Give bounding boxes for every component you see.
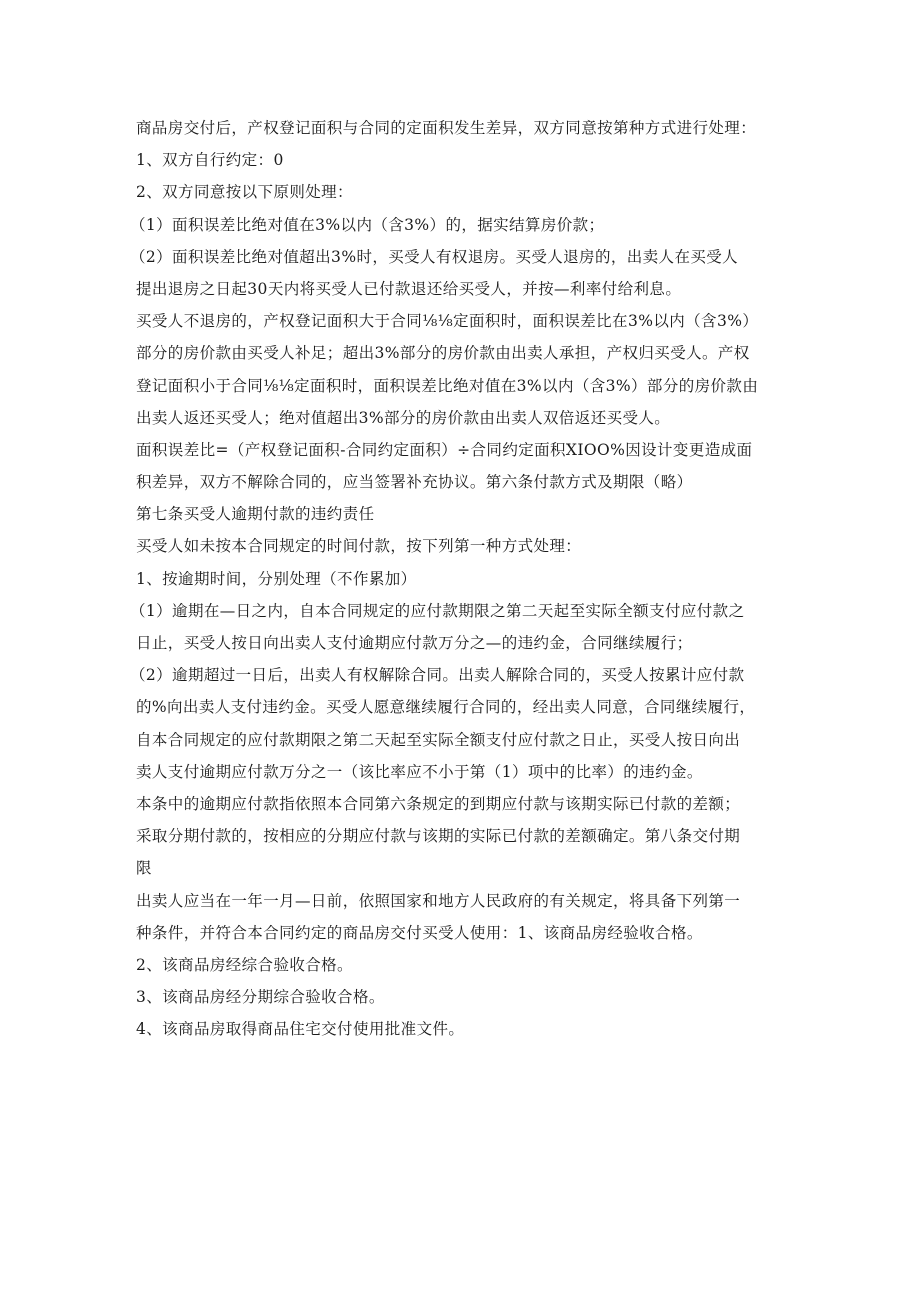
text-line: 积差异，双方不解除合同的，应当签署补充协议。第六条付款方式及期限（略） — [136, 473, 693, 492]
document-body — [130, 112, 792, 1045]
text-line: 1、按逾期时间，分别处理（不作累加） — [136, 569, 417, 588]
text-line: 买受人不退房的，产权登记面积大于合同⅛⅛定面积时，面积误差比在3%以内（含3%） — [136, 312, 759, 331]
text-line: 限 — [136, 859, 152, 878]
text-line: 买受人如未按本合同规定的时间付款，按下列第一种方式处理： — [136, 537, 582, 556]
text-line: 登记面积小于合同⅛⅛定面积时，面积误差比绝对值在3%以内（含3%）部分的房价款由 — [136, 376, 759, 395]
section-heading: 第七条买受人逾期付款的违约责任 — [136, 505, 375, 524]
text-line: 出卖人返还买受人；绝对值超出3%部分的房价款由出卖人双倍返还买受人。 — [136, 408, 671, 427]
text-line: （2）逾期超过一日后，出卖人有权解除合同。出卖人解除合同的，买受人按累计应付款 — [130, 666, 745, 685]
text-line: 自本合同规定的应付款期限之第二天起至实际全额支付应付款之日止，买受人按日向出 — [136, 730, 741, 749]
text-line: （1）面积误差比绝对值在3%以内（含3%）的，据实结算房价款； — [130, 215, 605, 234]
text-line: 1、双方自行约定：0 — [136, 151, 284, 170]
text-line: 提出退房之日起30天内将买受人已付款退还给买受人，并按—利率付给利息。 — [136, 279, 682, 298]
text-line: 商品房交付后，产权登记面积与合同的定面积发生差异，双方同意按第种方式进行处理： — [136, 119, 757, 137]
text-line: 采取分期付款的，按相应的分期应付款与该期的实际已付款的差额确定。第八条交付期 — [136, 827, 741, 846]
text-line: 2、该商品房经综合验收合格。 — [136, 955, 353, 974]
text-line: 部分的房价款由买受人补足；超出3%部分的房价款由出卖人承担，产权归买受人。产权 — [136, 344, 750, 363]
text-line: 4、该商品房取得商品住宅交付使用批准文件。 — [136, 1020, 465, 1039]
text-line: 本条中的逾期应付款指依照本合同第六条规定的到期应付款与该期实际已付款的差额； — [136, 794, 741, 813]
text-line: 2、双方同意按以下原则处理： — [136, 183, 353, 202]
text-line: 日止，买受人按日向出卖人支付逾期应付款万分之—的违约金，合同继续履行； — [136, 634, 693, 652]
text-line: （1）逾期在—日之内，自本合同规定的应付款期限之第二天起至实际全额支付应付款之 — [130, 601, 745, 620]
text-line: 3、该商品房经分期综合验收合格。 — [136, 988, 385, 1007]
text-line: （2）面积误差比绝对值超出3%时，买受人有权退房。买受人退房的，出卖人在买受人 — [130, 247, 739, 266]
text-line: 出卖人应当在一年一月—日前，依照国家和地方人民政府的有关规定，将具备下列第一 — [136, 891, 741, 910]
text-line: 的%向出卖人支付违约金。买受人愿意继续履行合同的，经出卖人同意，合同继续履行， — [136, 698, 756, 717]
text-line: 卖人支付逾期应付款万分之一（该比率应不小于第（1）项中的比率）的违约金。 — [136, 762, 703, 781]
text-line: 面积误差比=（产权登记面积-合同约定面积）÷合同约定面积XIOO%因设计变更造成面 — [136, 440, 753, 459]
text-line: 种条件，并符合本合同约定的商品房交付买受人使用：1、该商品房经验收合格。 — [136, 923, 703, 942]
